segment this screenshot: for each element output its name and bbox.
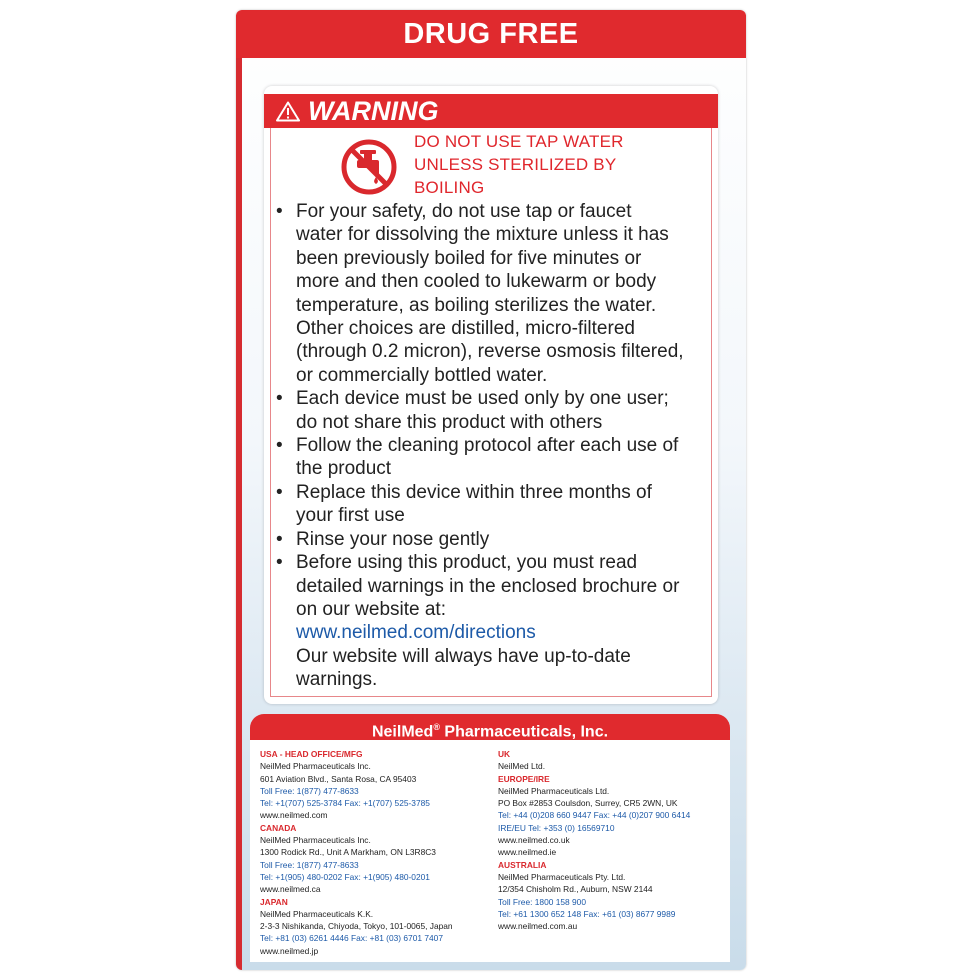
office-line: NeilMed Pharmaceuticals Inc. xyxy=(260,761,371,772)
office-line: PO Box #2853 Coulsdon, Surrey, CR5 2WN, UK xyxy=(498,798,678,809)
list-item: • Follow the cleaning protocol after each use of the product xyxy=(276,435,679,480)
office-line: NeilMed Pharmaceuticals Ltd. xyxy=(498,785,610,796)
offices-left-column xyxy=(260,748,453,957)
tap-water-warning: DO NOT USE TAP WATER UNLESS STERILIZED BY BOILING xyxy=(414,132,624,197)
offices-right-column xyxy=(498,748,690,932)
company-banner xyxy=(250,714,730,740)
list-item: • Replace this device within three months of your first use xyxy=(276,481,652,527)
office-line: www.neilmed.jp xyxy=(260,945,319,956)
registered-mark: ® xyxy=(433,722,440,732)
office-heading: UK xyxy=(498,749,511,759)
office-line: Toll Free: 1800 158 900 xyxy=(498,896,586,907)
office-line: Tel: +44 (0)208 660 9447 Fax: +44 (0)207 900 6414 xyxy=(498,810,691,821)
warning-header xyxy=(264,94,718,128)
drug-free-banner: DRUG FREE xyxy=(236,10,746,58)
office-line: NeilMed Pharmaceuticals K.K. xyxy=(260,908,374,919)
list-item: • For your safety, do not use tap or faucet water for dissolving the mixture unless it has been previously boiled for five minutes or more and then cooled to lukewarm or body temperature, as boiling sterilizes the water. Other choices are distilled, micro-filtered (through 0.2 micron), reverse osmosis filtered, or commercially bottled water. xyxy=(276,201,684,386)
office-line: www.neilmed.ie xyxy=(498,847,557,858)
no-tap-water-icon xyxy=(340,138,398,196)
package-panel xyxy=(236,10,746,970)
directions-link[interactable]: www.neilmed.com/directions xyxy=(296,622,536,644)
warning-triangle-icon xyxy=(276,101,300,122)
office-line: Tel: +1(707) 525-3784 Fax: +1(707) 525-3785 xyxy=(260,798,430,809)
office-heading: USA - HEAD OFFICE/MFG xyxy=(260,749,363,759)
office-heading: JAPAN xyxy=(260,896,288,907)
warning-card xyxy=(264,86,718,704)
office-line: NeilMed Ltd. xyxy=(498,761,546,772)
office-line: 601 Aviation Blvd., Santa Rosa, CA 95403 xyxy=(260,773,417,784)
company-name: NeilMed xyxy=(371,723,434,741)
left-red-strip xyxy=(236,58,242,970)
office-line: 1300 Rodick Rd., Unit A Markham, ON L3R8C3 xyxy=(260,847,436,858)
warning-title: WARNING xyxy=(308,96,439,126)
office-heading: AUSTRALIA xyxy=(498,859,547,870)
warning-list xyxy=(272,200,712,692)
list-item: • Rinse your nose gently xyxy=(276,528,490,550)
office-line: Tel: +1(905) 480-0202 Fax: +1(905) 480-0201 xyxy=(260,871,430,882)
office-line: Tel: +81 (03) 6261 4446 Fax: +81 (03) 6701 7407 xyxy=(260,933,443,944)
office-line: Tel: +61 1300 652 148 Fax: +61 (03) 8677 9989 xyxy=(498,908,676,919)
office-addresses xyxy=(250,740,730,962)
office-line: www.neilmed.com xyxy=(260,810,328,821)
company-suffix: Pharmaceuticals, Inc. xyxy=(439,723,609,741)
office-line: Toll Free: 1(877) 477-8633 xyxy=(260,785,359,796)
office-line: www.neilmed.com.au xyxy=(498,921,578,932)
list-item: • Each device must be used only by one user; do not share this product with others xyxy=(276,388,669,433)
office-heading: CANADA xyxy=(260,822,297,833)
office-line: NeilMed Pharmaceuticals Inc. xyxy=(260,835,371,846)
office-line: www.neilmed.ca xyxy=(260,884,321,895)
office-line: Toll Free: 1(877) 477-8633 xyxy=(260,859,359,870)
office-line: www.neilmed.co.uk xyxy=(498,835,570,846)
office-heading: EUROPE/IRE xyxy=(498,773,550,784)
office-line: 2-3-3 Nishikanda, Chiyoda, Tokyo, 101-0065, Japan xyxy=(260,921,453,932)
office-line: 12/354 Chisholm Rd., Auburn, NSW 2144 xyxy=(498,884,653,895)
office-line: NeilMed Pharmaceuticals Pty. Ltd. xyxy=(498,871,626,882)
list-item: • Before using this product, you must read detailed warnings in the enclosed brochure or on our website at: www.neilmed.com/directions Our website will always have up-to-date warnings. xyxy=(272,551,712,691)
office-line: IRE/EU Tel: +353 (0) 16569710 xyxy=(498,822,615,833)
